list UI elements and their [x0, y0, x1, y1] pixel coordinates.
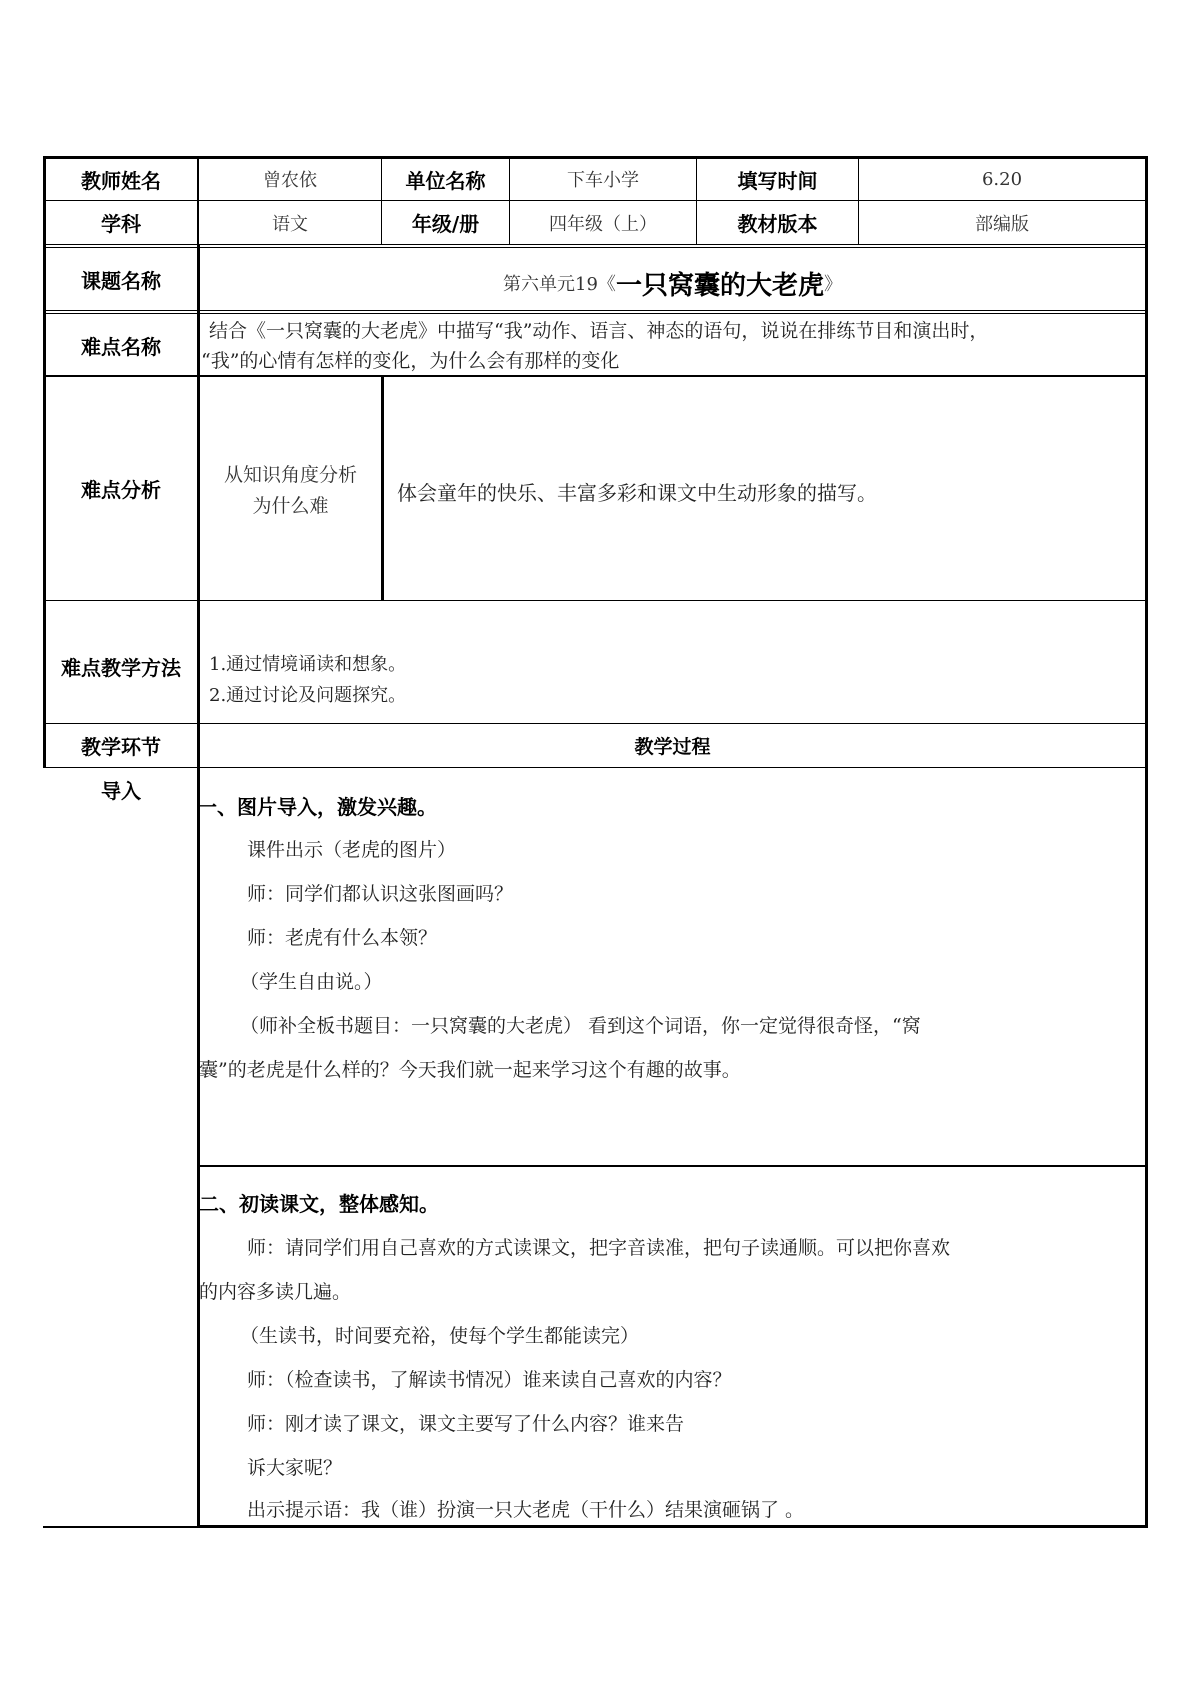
topic-title: 一只窝囊的大老虎	[615, 270, 824, 301]
col-divider-1b	[197, 245, 200, 1527]
row-line-2a	[43, 244, 1148, 245]
section1-line: 课件出示（老虎的图片）	[247, 839, 457, 861]
difficulty-line-2: “我”的心情有怎样的变化，为什么会有那样的变化	[201, 350, 620, 372]
analysis-sub-label-line-1: 从知识角度分析	[223, 464, 357, 486]
teacher-name-value: 曾农依	[263, 170, 317, 191]
topic-prefix: 第六单元19《	[503, 274, 616, 295]
border-bottom	[198, 1525, 1148, 1528]
stage-col-bottom	[43, 1526, 198, 1528]
stage-intro-label: 导入	[101, 778, 141, 803]
section1-line: 师：同学们都认识这张图画吗？	[247, 883, 514, 905]
section2-line: 师：刚才读了课文，课文主要写了什么内容？谁来告	[247, 1413, 685, 1435]
row-line-2b	[43, 247, 1148, 248]
grade-label: 年级/册	[411, 212, 480, 236]
section2-heading: 二、初读课文，整体感知。	[199, 1192, 439, 1216]
edition-label: 教材版本	[737, 212, 818, 236]
method-item-1: 1.通过情境诵读和想象。	[209, 654, 407, 675]
teacher-name-label: 教师姓名	[81, 168, 161, 193]
analysis-label: 难点分析	[81, 478, 161, 502]
process-header-label: 教学过程	[634, 736, 711, 758]
section1-heading: 一、图片导入，激发兴趣。	[197, 795, 437, 819]
analysis-sub-label-line-2: 为什么难	[252, 495, 329, 517]
stage-header-label: 教学环节	[81, 735, 161, 759]
difficulty-line-1: 结合《一只窝囊的大老虎》中描写“我”动作、语言、神态的语句，说说在排练节目和演出时，	[209, 320, 989, 342]
topic-value	[200, 252, 1145, 314]
section1-line: 师：老虎有什么本领？	[247, 927, 438, 949]
grade-value: 四年级（上）	[549, 213, 657, 235]
section2-line: 师：（检查读书，了解读书情况）谁来读自己喜欢的内容？	[247, 1369, 732, 1391]
row-line-5	[43, 600, 1148, 601]
border-right	[1145, 156, 1148, 1527]
fill-date-label: 填写时间	[737, 168, 818, 193]
subject-value: 语文	[272, 213, 308, 235]
topic-label: 课题名称	[81, 268, 161, 293]
fill-date-value: 6.20	[981, 168, 1023, 190]
section2-line: 师：请同学们用自己喜欢的方式读课文，把字音读准，把句子读通顺。可以把你喜欢	[247, 1237, 951, 1259]
section1-line: （师补全板书题目：一只窝囊的大老虎） 看到这个词语，你一定觉得很奇怪，“窝	[240, 1015, 921, 1037]
subject-label: 学科	[101, 212, 141, 236]
section1-line: 囊”的老虎是什么样的？今天我们就一起来学习这个有趣的故事。	[199, 1059, 741, 1081]
analysis-content: 体会童年的快乐、丰富多彩和课文中生动形象的描写。	[397, 481, 877, 505]
topic-suffix: 》	[823, 274, 842, 295]
section2-line: 出示提示语：我（谁）扮演一只大老虎（干什么）结果演砸锅了 。	[247, 1499, 805, 1521]
difficulty-label: 难点名称	[81, 334, 161, 359]
unit-name-label: 单位名称	[405, 168, 486, 193]
analysis-sub-label	[200, 460, 381, 522]
section2-line: 的内容多读几遍。	[199, 1281, 352, 1303]
edition-value: 部编版	[975, 213, 1029, 235]
section1-line: （学生自由说。）	[240, 971, 383, 993]
row-line-4	[43, 375, 1148, 377]
section2-line: （生读书，时间要充裕，使每个学生都能读完）	[240, 1325, 640, 1347]
method-item-2: 2.通过讨论及问题探究。	[209, 685, 407, 706]
unit-name-value: 下车小学	[567, 170, 639, 191]
section2-line: 诉大家呢？	[247, 1457, 343, 1479]
section-divider	[198, 1165, 1148, 1167]
method-label: 难点教学方法	[61, 655, 181, 680]
row-line-7	[43, 767, 1148, 768]
analysis-sub-divider	[381, 376, 384, 601]
